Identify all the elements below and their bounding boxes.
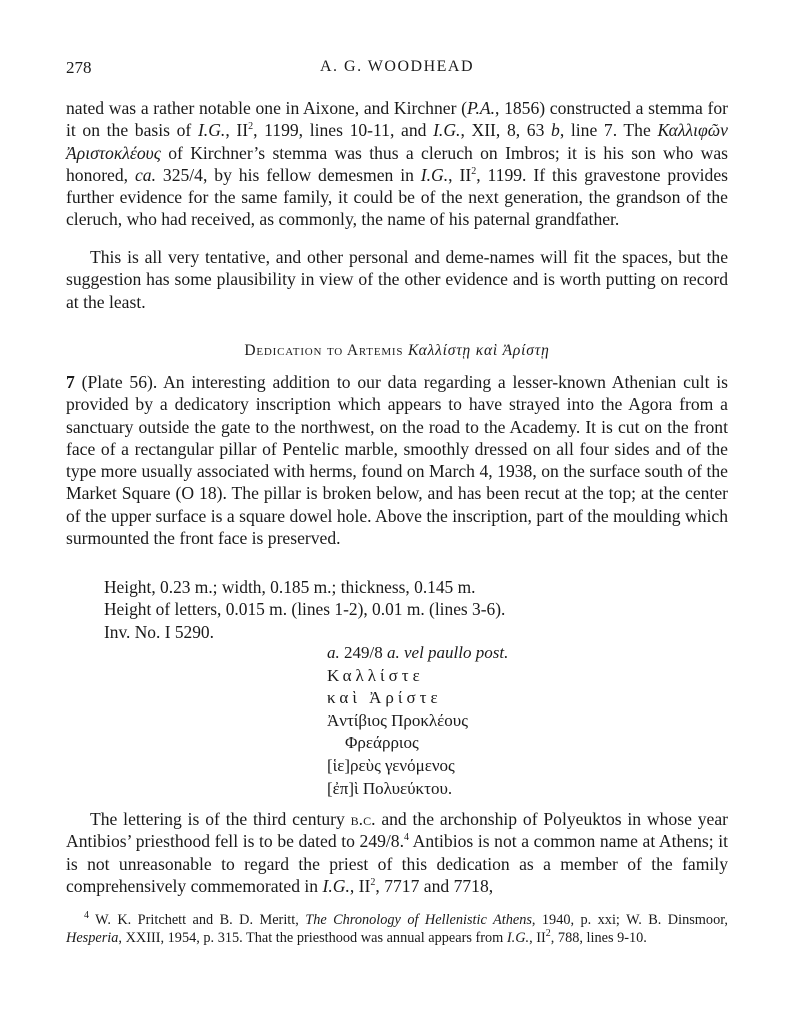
superscript: 2: [545, 928, 551, 940]
text-run: , 7717 and 7718,: [375, 875, 494, 896]
paragraph-1: [66, 97, 728, 231]
italic-run: b: [551, 120, 560, 141]
page-number: 278: [66, 58, 92, 77]
text-run: , 1199, lines 10-11, and: [253, 120, 434, 141]
footnote-reference: 4: [404, 832, 409, 844]
inscription-line: [ἐπ]ὶ Πολυεύκτου.: [327, 778, 453, 798]
paragraph-3: [66, 371, 728, 549]
running-head: A. G. WOODHEAD: [319, 58, 475, 75]
text-run: , II: [448, 164, 472, 185]
superscript: 2: [471, 166, 477, 178]
superscript: 2: [370, 877, 376, 889]
text-run: nated was a rather notable one in Aixone, and Kirchner (: [66, 98, 467, 118]
text-run: , 788, lines 9-10.: [550, 930, 647, 947]
italic-run: ca.: [134, 164, 156, 185]
letter-height-line: Height of letters, 0.015 m. (lines 1-2), 0.01 m. (lines 3-6).: [104, 599, 506, 620]
italic-run: Hesperia: [66, 930, 119, 947]
text-run: , line 7. The: [559, 120, 658, 141]
inscription-text: [327, 642, 508, 800]
section-heading: [0, 342, 794, 360]
italic-run: I.G.: [420, 164, 449, 185]
text-run: , XXIII, 1954, p. 315. That the priesthood was annual appears from: [118, 930, 507, 947]
text-run: and the archonship of Polyeuktos in whose year Antibios’ priesthood fell is to be dated to 249/8.: [66, 809, 728, 852]
italic-run: The Chronology of Hellenistic Athens: [305, 912, 532, 928]
inscription-line: Καλλίστε: [327, 665, 424, 685]
text-run: , II: [225, 120, 249, 141]
italic-run: I.G.: [322, 875, 350, 896]
section-heading-greek: Καλλίστῃ καὶ Ἀρίστῃ: [407, 342, 550, 359]
inscription-line: Ἀντίβιος Προκλέους: [327, 710, 468, 730]
measurements: [104, 576, 505, 643]
inscription-line: [ἱε]ρεὺς γενόμενος: [327, 755, 455, 775]
superscript: 2: [248, 121, 254, 133]
inscription-line: Φρεάρριος: [345, 733, 419, 753]
italic-run: I.G.: [433, 120, 461, 141]
section-heading-text: Dedication to Artemis: [244, 342, 408, 359]
text-run: , XII, 8, 63: [460, 120, 552, 141]
text-run: The lettering is of the third century: [90, 809, 351, 829]
italic-run: a.: [327, 643, 340, 662]
text-run: 325/4, by his fellow demesmen in: [155, 164, 421, 185]
italic-run: I.G.: [506, 930, 530, 947]
greek-run: Καλλιφῶν Ἀριστοκλέους: [66, 120, 728, 163]
paragraph-2: [66, 246, 728, 313]
text-run: , 1199. If this gravestone provides further evidence for the same family, it could be of the next generation, the grandson of the cleruch, who had received, as commonly, the name of his paternal grandfather.: [66, 164, 729, 230]
italic-run: P.A.: [466, 98, 495, 118]
inscription-line: καὶ Ἀρίστε: [327, 688, 442, 708]
paragraph-2-text: This is all very tentative, and other personal and deme-names will fit the spaces, but the suggestion has some plausibility in view of the other evidence and is worth putting on record at the least.: [66, 247, 728, 312]
text-run: , 1856) constructed a stemma for it on the basis of: [66, 98, 728, 141]
italic-run: a. vel paullo post.: [386, 643, 509, 662]
small-caps-run: b.c.: [350, 809, 376, 829]
text-run: , II: [529, 930, 546, 947]
paragraph-4: [66, 808, 728, 897]
text-run: (Plate 56). An interesting addition to our data regarding a lesser-known Athenian cult is provided by a dedicatory inscription which appears to have strayed into the Agora from a sanctuary outside the gate to the northwest, on the road to the Academy. It is cut on the front face of a rectangular pillar of Pentelic marble, smoothly dressed on all four sides and of the type more usually associated with herms, found on March 4, 1938, on the surface south of the Market Square (O 18). The pillar is broken below, and has been recut at the top; at the center of the upper surface is a square dowel hole. Above the inscription, part of the moulding which surmounted the front face is preserved.: [66, 372, 728, 549]
text-run: , II: [349, 875, 371, 896]
dimensions-line: Height, 0.23 m.; width, 0.185 m.; thickness, 0.145 m.: [104, 577, 476, 597]
text-run: 249/8: [339, 643, 387, 662]
italic-run: I.G.: [197, 120, 226, 141]
footnote-marker: 4: [84, 910, 89, 922]
text-run: of Kirchner’s stemma was thus a cleruch on Imbros; it is his son who was honored,: [66, 142, 728, 185]
text-run: W. K. Pritchett and B. D. Meritt,: [89, 912, 306, 928]
footnote: [66, 911, 728, 948]
inscription-date: [327, 642, 508, 665]
entry-number: 7: [66, 372, 75, 392]
inventory-line: Inv. No. I 5290.: [104, 621, 214, 642]
text-run: , 1940, p. xxi; W. B. Dinsmoor,: [531, 912, 728, 928]
text-run: Antibios is not a common name at Athens; it is not unreasonable to regard the priest of this dedication as a member of the family comprehensively commemorated in: [66, 831, 728, 896]
